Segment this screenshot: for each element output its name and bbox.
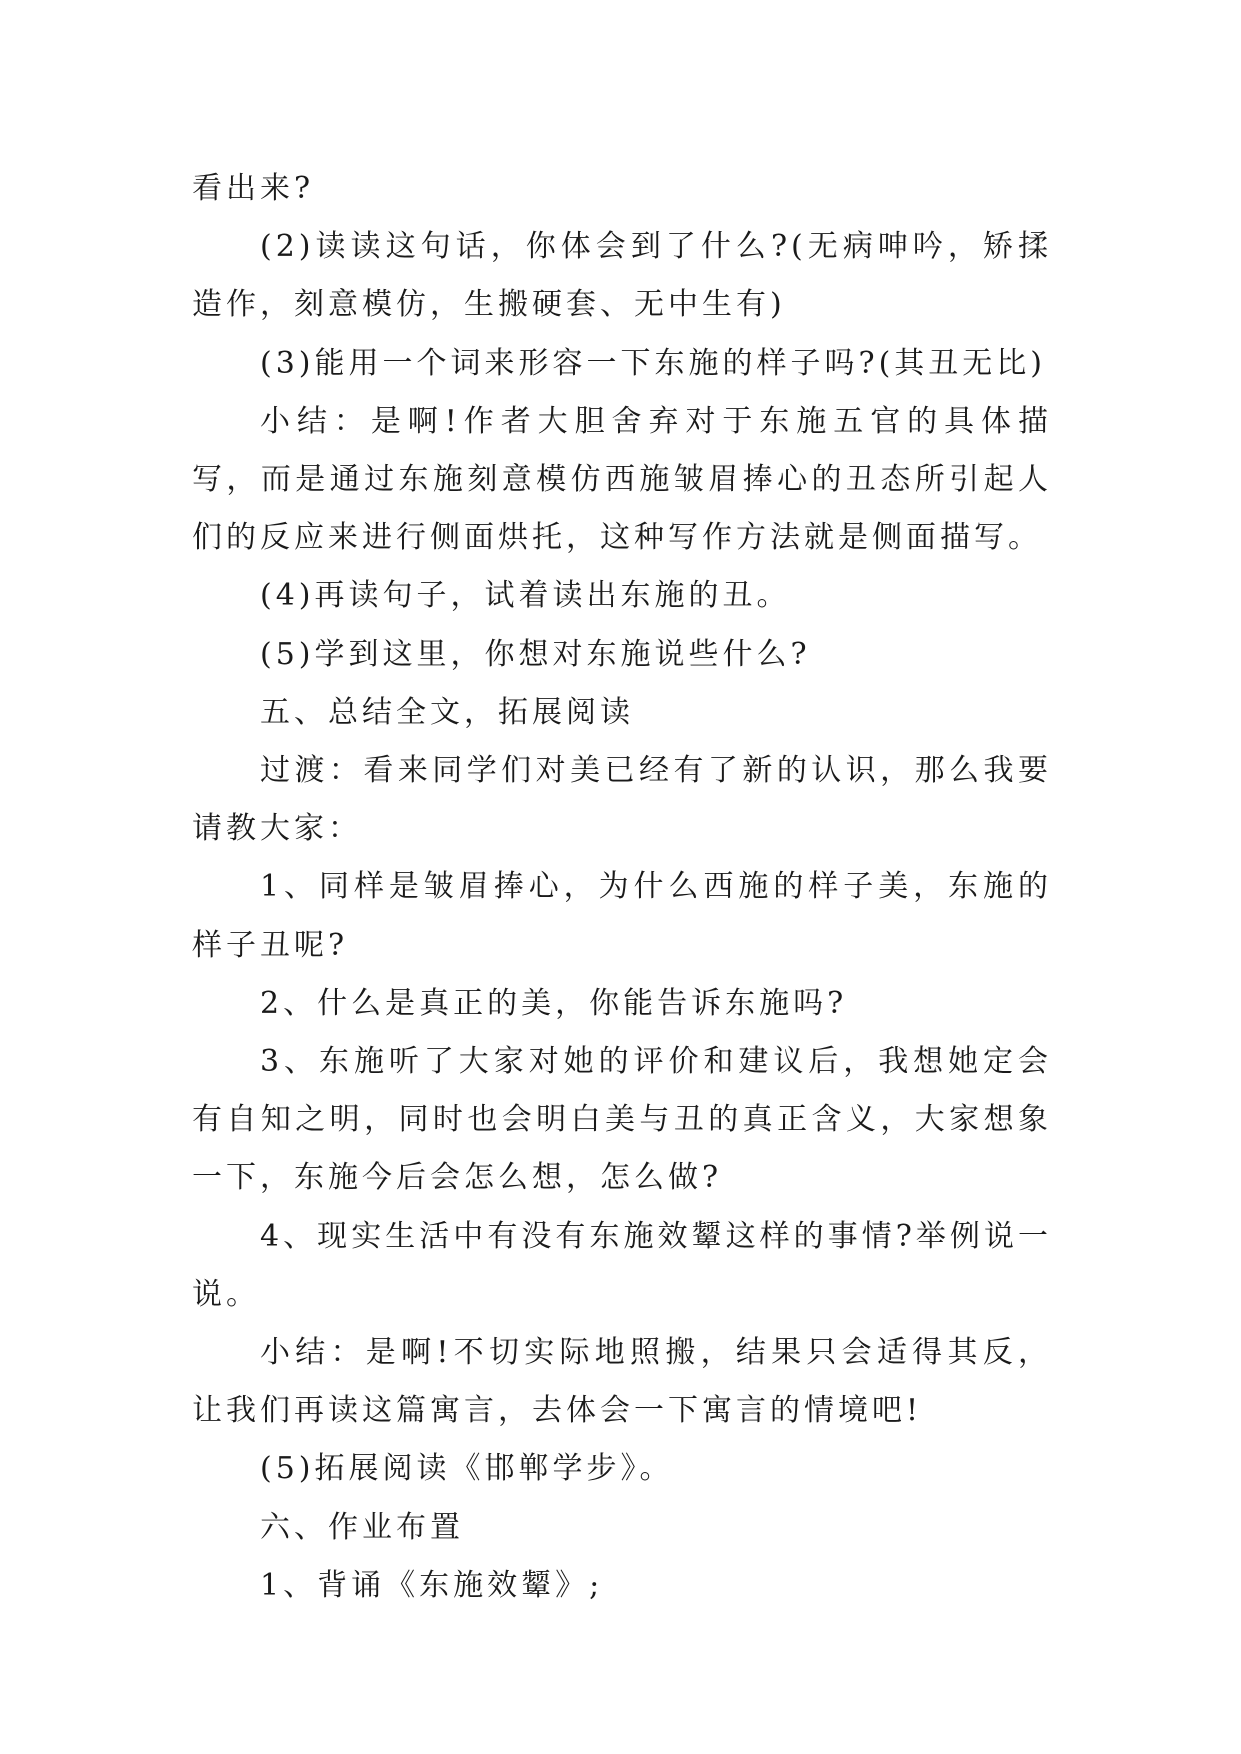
paragraph: (3)能用一个词来形容一下东施的样子吗?(其丑无比): [260, 345, 1046, 381]
paragraph: 1、背诵《东施效颦》;: [260, 1567, 604, 1603]
paragraph: 小结：是啊!不切实际地照搬，结果只会适得其反，让我们再读这篇寓言，去体会一下寓言的情境吧!: [192, 1335, 1052, 1429]
paragraph: 看出来?: [192, 171, 315, 206]
document-page: [192, 160, 1052, 1615]
paragraph: (5)拓展阅读《邯郸学步》。: [260, 1451, 674, 1487]
paragraph: (5)学到这里，你想对东施说些什么?: [260, 636, 811, 672]
paragraph: 4、现实生活中有没有东施效颦这样的事情?举例说一说。: [192, 1218, 1052, 1312]
section-heading: 六、作业布置: [260, 1509, 464, 1545]
paragraph: 1、同样是皱眉捧心，为什么西施的样子美，东施的样子丑呢?: [192, 869, 1052, 963]
paragraph: 过渡：看来同学们对美已经有了新的认识，那么我要请教大家：: [192, 753, 1052, 847]
paragraph: 小结：是啊!作者大胆舍弃对于东施五官的具体描写，而是通过东施刻意模仿西施皱眉捧心的丑态所引起人们的反应来进行侧面烘托，这种写作方法就是侧面描写。: [192, 403, 1052, 556]
section-heading: 五、总结全文，拓展阅读: [260, 694, 634, 730]
paragraph: (2)读读这句话，你体会到了什么?(无病呻吟，矫揉造作，刻意模仿，生搬硬套、无中生有): [192, 229, 1052, 323]
paragraph: 3、东施听了大家对她的评价和建议后，我想她定会有自知之明，同时也会明白美与丑的真正含义，大家想象一下，东施今后会怎么想，怎么做?: [192, 1044, 1052, 1196]
paragraph: (4)再读句子，试着读出东施的丑。: [260, 578, 791, 614]
paragraph: 2、什么是真正的美，你能告诉东施吗?: [260, 985, 848, 1021]
